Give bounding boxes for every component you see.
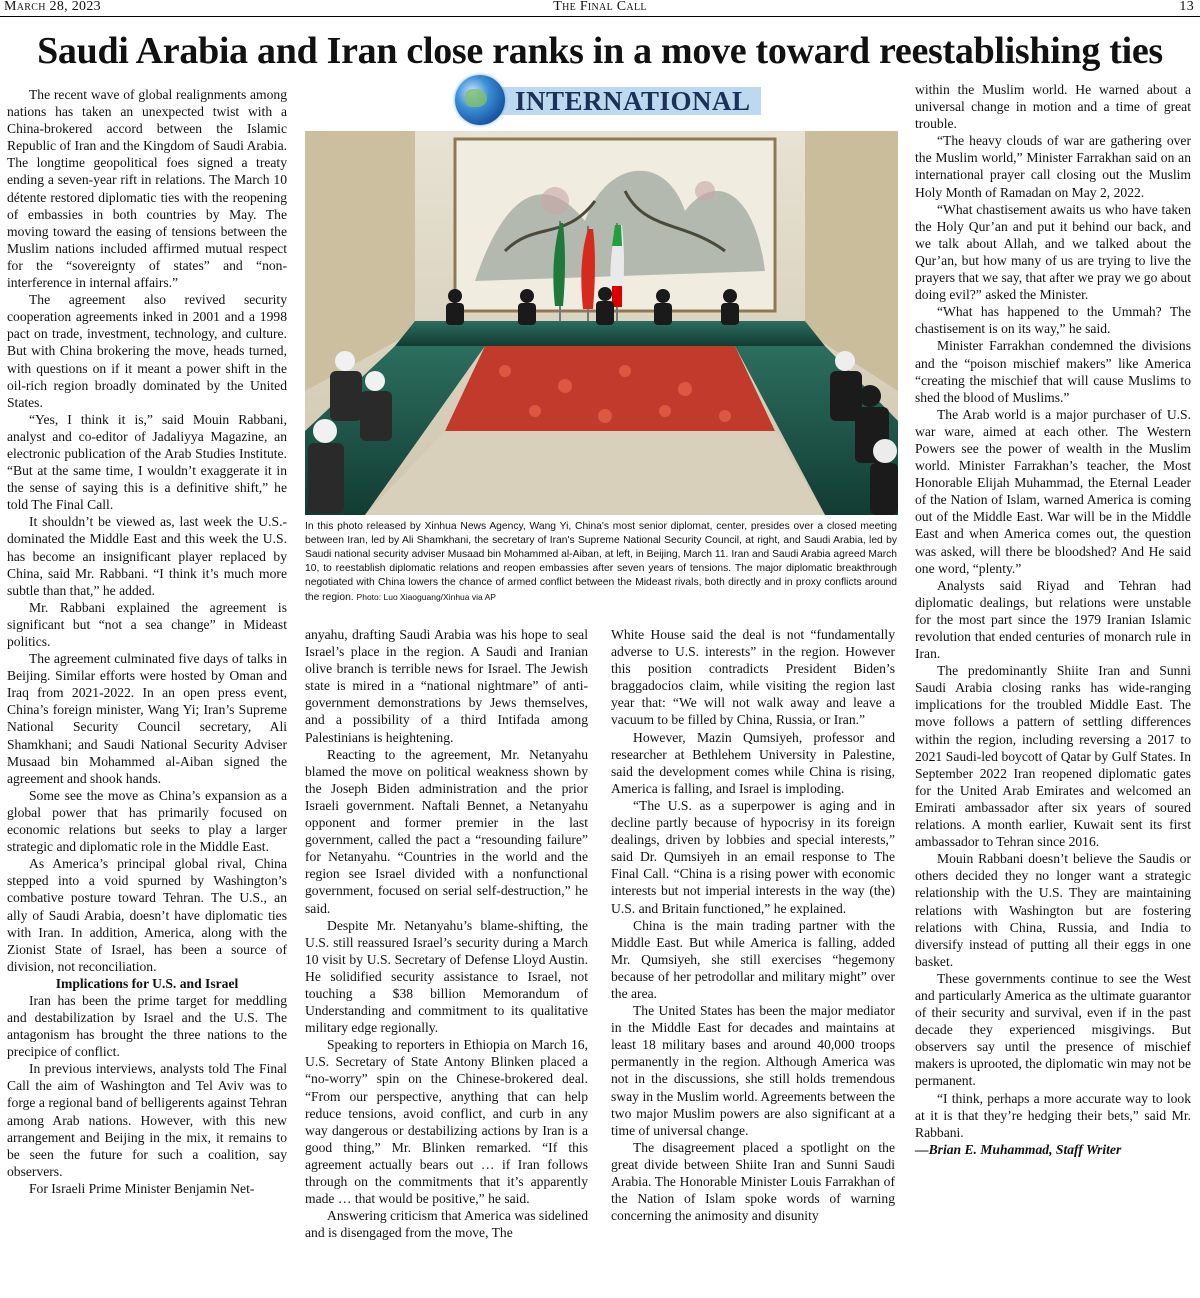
paragraph: It shouldn’t be viewed as, last week the U.S.- dominated the Middle East and this week the U.S. has become an insignificant player replaced by China, said Mr. Rabbani. “I think it’s much more subtle than that,” he added. xyxy=(7,514,287,598)
section-label: INTERNATIONAL xyxy=(515,86,751,116)
paragraph: Answering criticism that America was sidelined and is disengaged from the move, The xyxy=(305,1208,588,1241)
paragraph: The United States has been the major mediator in the Middle East for decades and maintains at least 18 military bases and around 40,000 troops permanently in the region. Although America was not in the discussions, she still holds tremendous sway in the Muslim world. Agreements between the two major Muslim powers are also significant at a time of universal change. xyxy=(611,1003,895,1138)
paragraph: Mouin Rabbani doesn’t believe the Saudis or others decided they no longer want a strategic relationship with the U.S. They are maintaining relations with Washington but are fostering relations with China, Russia, and India to diversify instead of putting all their eggs in one basket. xyxy=(915,851,1191,969)
globe-icon xyxy=(455,75,505,125)
article-column-1 xyxy=(7,86,287,1197)
paragraph: The predominantly Shiite Iran and Sunni Saudi Arabia closing ranks has wide-ranging implications for the troubled Middle East. The move follows a pattern of settling differences within the region, including reversing a 2017 to 2021 Saudi-led boycott of Qatar by Gulf States. In September 2022 Iran reopened diplomatic gates for the United Arab Emirates and welcomed an Emirati ambassador after six years of soured relations. A month earlier, Kuwait sent its first ambassador to Tehran since 2016. xyxy=(915,663,1191,850)
byline: —Brian E. Muhammad, Staff Writer xyxy=(915,1141,1122,1157)
article-column-4 xyxy=(915,81,1191,1158)
publication-name: The Final Call xyxy=(553,0,647,14)
paragraph: However, Mazin Qumsiyeh, professor and researcher at Bethlehem University in Palestine, said the development comes while China is rising, America is falling, and Israel is imploding. xyxy=(611,729,895,796)
paragraph: White House said the deal is not “fundamentally adverse to U.S. interests” in the region. However this position contradicts President Biden’s braggadocios claim, while visiting the region last year that: “We will not walk away and leave a vacuum to be filled by China, Russia, or Iran.” xyxy=(611,627,895,728)
subheading: Implications for U.S. and Israel xyxy=(55,975,239,991)
paragraph: For Israeli Prime Minister Benjamin Net- xyxy=(29,1180,255,1196)
page-number: 13 xyxy=(1179,0,1194,14)
paragraph: Minister Farrakhan condemned the divisions and the “poison mischief makers” like America “creating the mischief that will cause Muslims to shed the blood of Muslims.” xyxy=(915,338,1191,405)
paragraph: The recent wave of global realignments among nations has taken an unexpected twist with a China-brokered accord between the Islamic Republic of Iran and the Kingdom of Saudi Arabia. The longtime geopolitical foes signed a treaty ending a seven-year rift in relations. The March 10 détente restored diplomatic ties with the reopening of embassies in both countries by May. The moving toward the easing of tensions between the Muslim nations included affirmed mutual respect for the “sovereignty of states” and “non-interference in internal affairs.” xyxy=(7,87,287,291)
paragraph: “What has happened to the Ummah? The chastisement is on its way,” he said. xyxy=(915,304,1191,337)
paragraph: Speaking to reporters in Ethiopia on March 16, U.S. Secretary of State Antony Blinken placed a “no-worry” spin on the Chinese-brokered deal. “From our perspective, anything that can help reduce tensions, avoid conflict, and curb in any way dangerous or destabilizing actions by Iran is a good thing,” Mr. Blinken remarked. “If this agreement actually bears out … if Iran follows through on the commitments that it’s apparently made … that would be positive,” he said. xyxy=(305,1037,588,1207)
paragraph: within the Muslim world. He warned about a universal change in motion and a time of great trouble. xyxy=(915,82,1191,132)
caption-text: In this photo released by Xinhua News Agency, Wang Yi, China's most senior diplomat, center, presides over a closed meeting between Iran, led by Ali Shamkhani, the secretary of Iran's Supreme National Security Council, at right, and Saudi Arabia, led by Saudi national security adviser Musaad bin Mohammed al-Aiban, at left, in Beijing, March 11. Iran and Saudi Arabia agreed March 10, to reestablish diplomatic relations and reopen embassies after seven years of tensions. The major diplomatic breakthrough negotiated with China lowers the chance of armed conflict between the Mideast rivals, both directly and in proxy conflicts around the region. xyxy=(305,521,897,603)
paragraph: Reacting to the agreement, Mr. Netanyahu blamed the move on political weakness shown by the Joseph Biden administration and the prior Israeli government. Naftali Bennet, a Netanyahu opponent and former premier in the last government, called the pact a “resounding failure” for Netanyahu. “Countries in the world and the region see Israel divided with a nonfunctional government, focused on serial self-destruction,” he said. xyxy=(305,746,588,916)
paragraph: “The U.S. as a superpower is aging and in decline partly because of hypocrisy in its foreign dealings, driven by lobbies and special interests,” said Dr. Qumsiyeh in an email response to The Final Call. “China is a rising power with economic interests but not imperial interests in the way (the) U.S. and Britain functioned,” he explained. xyxy=(611,797,895,916)
paragraph: anyahu, drafting Saudi Arabia was his hope to seal Israel’s place in the region. A Saudi and Iranian olive branch is terrible news for Israel. The Jewish state is mired in a “national nightmare” of anti-government demonstrations by Jews themselves, and a possibility of a third Intifada among Palestinians is heightening. xyxy=(305,627,588,745)
paragraph: Some see the move as China’s expansion as a global power that has primarily focused on economic relations but seeks to play a larger strategic and diplomatic role in the Middle East. xyxy=(7,787,287,855)
issue-date: March 28, 2023 xyxy=(4,0,101,14)
paragraph: “What chastisement awaits us who have taken the Holy Qur’an and put it behind our back, and we talk about Allah, and we talked about the Qur’an, but how many of us are trying to live the prayers that we say, that after we pray we go about doing evil?” asked the Minister. xyxy=(915,201,1191,303)
paragraph: The Arab world is a major purchaser of U.S. war ware, aimed at each other. The Western Powers see the power of wealth in the Muslim world. Minister Farrakhan’s teacher, the Most Honorable Elijah Muhammad, the Eternal Leader of the Nation of Islam, warned America is coming out of the Middle East. War will be in the Middle East and when America comes out, the question was asked, will there be bloodshed? And He said one word, “plenty.” xyxy=(915,406,1191,576)
paragraph: The agreement culminated five days of talks in Beijing. Similar efforts were hosted by Oman and Iraq from 2021-2022. In an open press event, China’s foreign minister, Wang Yi; Iran’s Supreme National Security Council secretary, Ali Shamkhani; and Saudi National Security Adviser Musaad bin Mohammed al-Aiban signed the agreement and shook hands. xyxy=(7,651,287,786)
paragraph: “I think, perhaps a more accurate way to look at it is that they’re hedging their bets,” said Mr. Rabbani. xyxy=(915,1090,1191,1140)
page-folio xyxy=(0,0,1200,17)
photo-caption xyxy=(305,520,897,605)
paragraph: These governments continue to see the West and particularly America as the ultimate guarantor of their security and survival, even if in the past decade they experienced misgivings. But observers say until the presence of mischief makers is uprooted, the diplomatic win may not be permanent. xyxy=(915,970,1191,1089)
article-column-2 xyxy=(305,626,588,1241)
paragraph: Iran has been the prime target for meddling and destabilization by Israel and the U.S. The antagonism has brought the three nations to the precipice of conflict. xyxy=(7,992,287,1060)
meeting-photo-illustration xyxy=(305,131,898,515)
paragraph: As America’s principal global rival, China stepped into a void spurned by Washington’s combative posture toward Tehran. The U.S., an ally of Saudi Arabia, doesn’t have diplomatic ties with Iran. In addition, America, along with the Zionist State of Israel, has been a source of division, not reconciliation. xyxy=(7,856,287,974)
paragraph: “The heavy clouds of war are gathering over the Muslim world,” Minister Farrakhan said on an international prayer call closing out the Muslim Holy Month of Ramadan on May 2, 2022. xyxy=(915,133,1191,200)
section-banner xyxy=(455,75,763,123)
photo-credit: Photo: Luo Xiaoguang/Xinhua via AP xyxy=(356,592,496,602)
paragraph: Mr. Rabbani explained the agreement is significant but “not a sea change” in Mideast politics. xyxy=(7,599,287,649)
paragraph: The disagreement placed a spotlight on the great divide between Shiite Iran and Sunni Saudi Arabia. The Honorable Minister Louis Farrakhan of the Nation of Islam spoke words of warning concerning the animosity and disunity xyxy=(611,1139,895,1224)
article-column-3 xyxy=(611,626,895,1224)
headline: Saudi Arabia and Iran close ranks in a move toward reestablishing ties xyxy=(37,30,1163,72)
paragraph: Despite Mr. Netanyahu’s blame-shifting, the U.S. still reassured Israel’s security during a March 10 visit by U.S. Secretary of Defense Lloyd Austin. He solidified security assistance to Israel, not touching a $38 billion Memorandum of Understanding and commitment to its qualitative military edge regionally. xyxy=(305,917,588,1036)
paragraph: The agreement also revived security cooperation agreements inked in 2001 and a 1998 pact on trade, investment, technology, and culture. But with China brokering the move, heads turned, with questions on if it meant a power shift in the oil-rich region broadly dominated by the United States. xyxy=(7,292,287,410)
paragraph: China is the main trading partner with the Middle East. But while America is falling, added Mr. Qumsiyeh, she still exercises “hegemony because of her petrodollar and military might” over the area. xyxy=(611,917,895,1001)
paragraph: “Yes, I think it is,” said Mouin Rabbani, analyst and co-editor of Jadaliyya Magazine, an electronic publication of the Arab Studies Institute. “But at the same time, I wouldn’t exaggerate it in the sense of saying this is a definitive shift,” he told The Final Call. xyxy=(7,411,287,513)
paragraph: Analysts said Riyad and Tehran had diplomatic dealings, but relations were unstable for the most part since the 1979 Iranian Islamic revolution that ended centuries of monarch rule in Iran. xyxy=(915,577,1191,662)
paragraph: In previous interviews, analysts told The Final Call the aim of Washington and Tel Aviv was to forge a regional band of belligerents against Tehran among Arab nations. However, with this new arrangement and Beijing in the mix, it remains to be seen the future for such a coalition, say observers. xyxy=(7,1061,287,1179)
news-photo xyxy=(305,131,898,515)
